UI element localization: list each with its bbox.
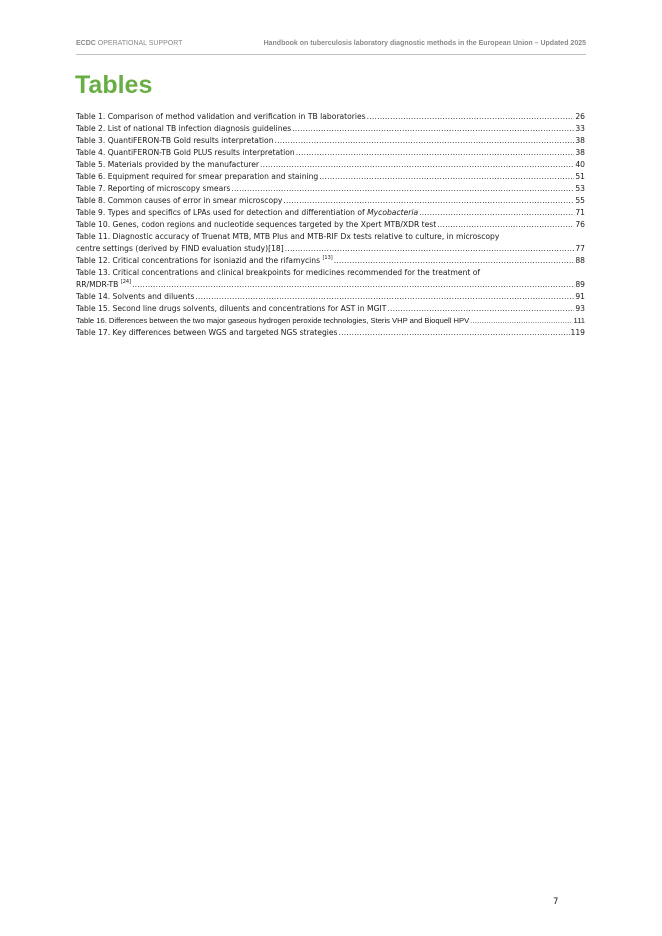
toc-entry-line: centre settings (derived by FIND evaluation study)[18] ..... 77 xyxy=(76,243,585,255)
toc-entry-table-5[interactable]: Table 5. Materials provided by the manufacturer ..... 40 xyxy=(76,159,585,171)
list-of-tables xyxy=(76,111,585,339)
toc-entry-table-6[interactable]: Table 6. Equipment required for smear preparation and staining ..... 51 xyxy=(76,171,585,183)
toc-entry-table-15[interactable]: Table 15. Second line drugs solvents, diluents and concentrations for AST in MGIT ..... 93 xyxy=(76,303,585,315)
toc-entry-line: Table 13. Critical concentrations and clinical breakpoints for medicines recommended for the treatment of xyxy=(76,268,481,277)
toc-entry-table-16[interactable]: Table 16. Differences between the two major gaseous hydrogen peroxide technologies, Steris VHP and Bioquell HPV ..... 111 xyxy=(76,315,585,327)
toc-entry-table-17[interactable]: Table 17. Key differences between WGS and targeted NGS strategies ..... 119 xyxy=(76,327,585,339)
toc-entry-table-4[interactable]: Table 4. QuantiFERON-TB Gold PLUS results interpretation ..... 38 xyxy=(76,147,585,159)
toc-entry-table-7[interactable]: Table 7. Reporting of microscopy smears ..... 53 xyxy=(76,183,585,195)
toc-entry-table-14[interactable]: Table 14. Solvents and diluents ..... 91 xyxy=(76,291,585,303)
toc-entry-table-3[interactable]: Table 3. QuantiFERON-TB Gold results interpretation ..... 38 xyxy=(76,135,585,147)
toc-entry-table-9[interactable]: Table 9. Types and specifics of LPAs used for detection and differentiation of Mycobacteria ..... 71 xyxy=(76,207,585,219)
toc-entry-table-1[interactable]: Table 1. Comparison of method validation and verification in TB laboratories ..... 26 xyxy=(76,111,585,123)
toc-entry-line: RR/MDR-TB [24] ..... 89 xyxy=(76,279,585,291)
header-doc-title: Handbook on tuberculosis laboratory diagnostic methods in the European Union – Updated 2025 xyxy=(263,40,586,47)
page-title: Tables xyxy=(75,71,153,99)
toc-entry-table-10[interactable]: Table 10. Genes, codon regions and nucleotide sequences targeted by the Xpert MTB/XDR test ..... 76 xyxy=(76,219,585,231)
toc-entry-table-11[interactable] xyxy=(76,231,585,255)
running-header xyxy=(76,40,586,55)
toc-entry-table-2[interactable]: Table 2. List of national TB infection diagnosis guidelines ..... 33 xyxy=(76,123,585,135)
toc-entry-line: Table 11. Diagnostic accuracy of Truenat MTB, MTB Plus and MTB-RIF Dx tests relative to culture, in microscopy xyxy=(76,232,500,241)
toc-entry-table-12[interactable]: Table 12. Critical concentrations for isoniazid and the rifamycins [13] ..... 88 xyxy=(76,255,585,267)
page-number: 7 xyxy=(553,897,559,907)
header-org: ECDC OPERATIONAL SUPPORT xyxy=(76,40,183,47)
toc-entry-table-8[interactable]: Table 8. Common causes of error in smear microscopy ..... 55 xyxy=(76,195,585,207)
toc-entry-table-13[interactable] xyxy=(76,267,585,291)
